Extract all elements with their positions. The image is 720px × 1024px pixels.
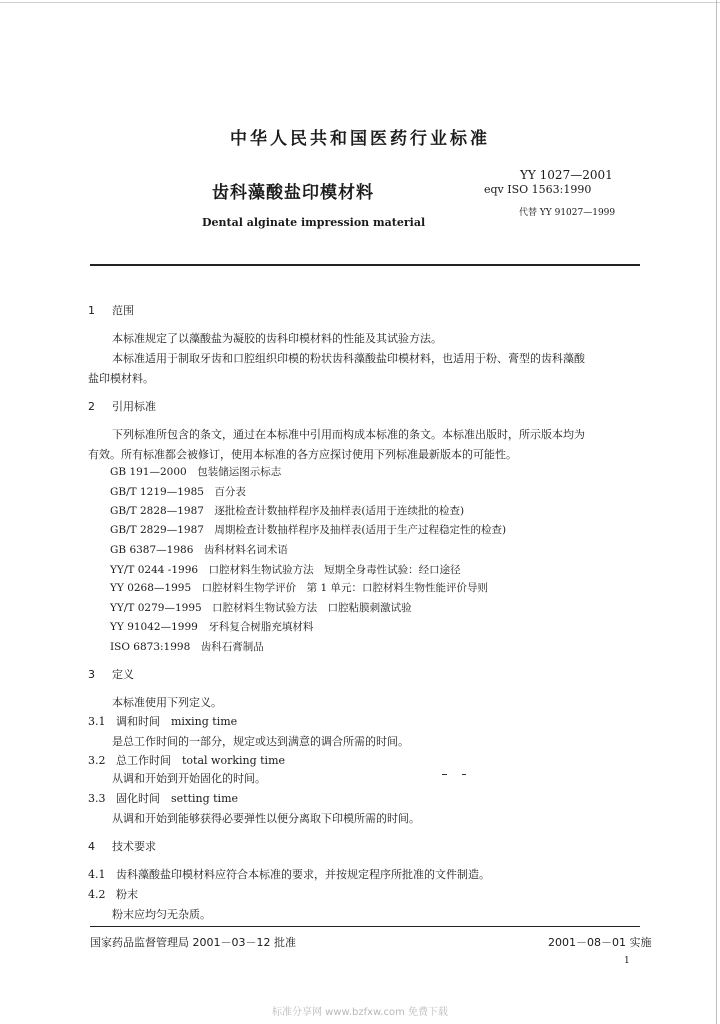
section-3-intro: 本标准使用下列定义。: [112, 696, 222, 709]
section-2-paragraph-line-1: 下列标准所包含的条文，通过在本标准中引用而构成本标准的条文。本标准出版时，所示版本均为: [112, 428, 585, 441]
definition-term-3-2: [88, 752, 285, 768]
clause-number: 4.2: [88, 888, 106, 901]
section-title: 引用标准: [112, 400, 156, 413]
approval-line: 国家药品监督管理局 2001－03－12 批准: [90, 936, 296, 949]
replaces-standard: 代替 YY 91027—1999: [519, 208, 616, 218]
clause-4-2-paragraph: 粉末应均匀无杂质。: [112, 908, 211, 921]
definition-text-3-3: 从调和开始到能够获得必要弹性以便分离取下印模所需的时间。: [112, 812, 420, 825]
standard-title-cn: 齿科藻酸盐印模材料: [212, 183, 374, 203]
reference-item: YY 0268—1995 口腔材料生物学评价 第 1 单元：口腔材料生物性能评价导则: [110, 582, 488, 594]
scan-edge-top: [0, 2, 720, 3]
section-1-heading: [88, 302, 134, 318]
section-number: 2: [88, 400, 95, 413]
reference-item: ISO 6873:1998 齿科石膏制品: [110, 641, 264, 653]
section-title: 技术要求: [112, 840, 156, 853]
clause-4-1: [88, 866, 490, 882]
term-label: 固化时间 setting time: [116, 792, 239, 805]
section-2-paragraph-line-2: 有效。所有标准都会被修订，使用本标准的各方应探讨使用下列标准最新版本的可能性。: [88, 448, 517, 461]
section-title: 定义: [112, 668, 134, 681]
reference-item: GB/T 2829—1987 周期检查计数抽样程序及抽样表(适用于生产过程稳定性的检查): [110, 524, 507, 536]
section-3-heading: [88, 666, 134, 682]
clause-number: 3.3: [88, 792, 106, 805]
page-number: 1: [624, 956, 630, 966]
section-number: 4: [88, 840, 95, 853]
scan-edge-right: [716, 0, 717, 1024]
definition-text-3-1: 是总工作时间的一部分，规定或达到满意的调合所需的时间。: [112, 735, 409, 748]
clause-text: 粉末: [116, 888, 138, 901]
reference-item: YY/T 0244 -1996 口腔材料生物试验方法 短期全身毒性试验：经口途径: [110, 564, 461, 576]
term-label: 总工作时间 total working time: [116, 754, 286, 767]
section-title: 范围: [112, 304, 134, 317]
equivalent-standard: eqv ISO 1563:1990: [484, 183, 592, 196]
section-2-heading: [88, 398, 156, 414]
clause-text: 齿科藻酸盐印模材料应符合本标准的要求，并按规定程序所批准的文件制造。: [116, 868, 490, 881]
definition-term-3-3: [88, 790, 238, 806]
section-number: 1: [88, 304, 95, 317]
clause-number: 3.2: [88, 754, 106, 767]
reference-item: YY 91042—1999 牙科复合树脂充填材料: [110, 621, 314, 633]
implementation-date: 2001－08－01 实施: [548, 936, 652, 949]
standard-title-en: Dental alginate impression material: [202, 216, 426, 229]
definition-text-3-2: 从调和开始到开始固化的时间。: [112, 772, 266, 785]
reference-item: GB 6387—1986 齿科材料名词术语: [110, 544, 288, 556]
term-label: 调和时间 mixing time: [116, 715, 238, 728]
section-4-heading: [88, 838, 156, 854]
watermark: 标准分享网 www.bzfxw.com 免费下载: [272, 1007, 448, 1018]
section-1-paragraph-2-line-2: 盐印模材料。: [88, 372, 154, 385]
clause-number: 4.1: [88, 868, 106, 881]
issuing-organization: 中华人民共和国医药行业标准: [230, 129, 490, 149]
definition-term-3-1: [88, 713, 237, 729]
section-1-paragraph-2-line-1: 本标准适用于制取牙齿和口腔组织印模的粉状齿科藻酸盐印模材料，也适用于粉、膏型的齿科藻酸: [112, 352, 585, 365]
clause-number: 3.1: [88, 715, 106, 728]
scan-speck: [442, 774, 447, 775]
header-divider: [90, 264, 640, 266]
reference-item: GB 191—2000 包装储运图示标志: [110, 466, 282, 478]
clause-4-2: [88, 886, 138, 902]
section-1-paragraph-1: 本标准规定了以藻酸盐为凝胶的齿科印模材料的性能及其试验方法。: [112, 332, 442, 345]
reference-item: YY/T 0279—1995 口腔材料生物试验方法 口腔粘膜刺激试验: [110, 602, 412, 614]
scan-speck: [462, 774, 466, 775]
footer-divider: [90, 926, 640, 927]
section-number: 3: [88, 668, 95, 681]
standard-number: YY 1027—2001: [520, 168, 613, 182]
reference-item: GB/T 1219—1985 百分表: [110, 486, 246, 498]
reference-item: GB/T 2828—1987 逐批检查计数抽样程序及抽样表(适用于连续批的检查): [110, 505, 465, 517]
